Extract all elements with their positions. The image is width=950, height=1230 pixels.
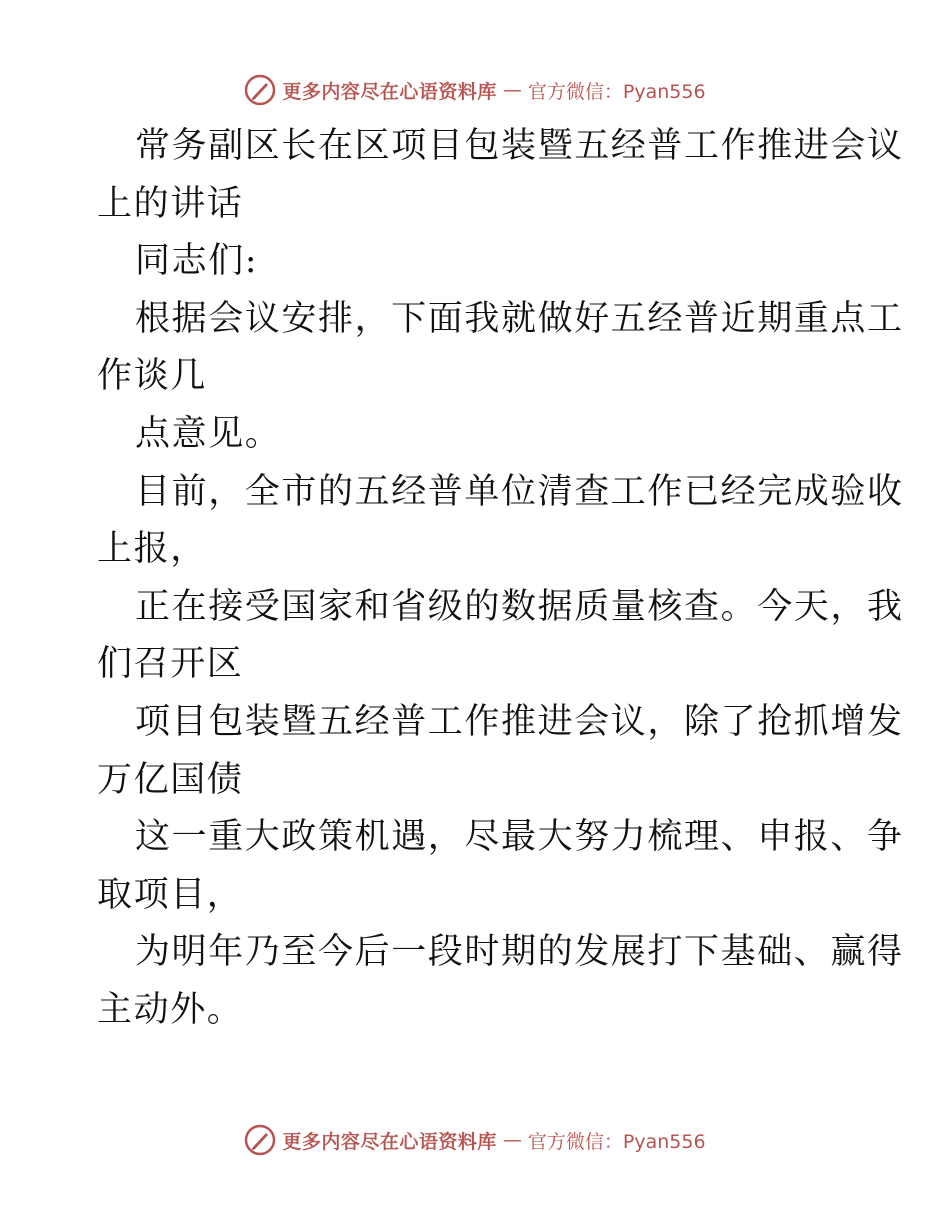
text-line: 这一重大政策机遇，尽最大努力梳理、申报、争 — [135, 817, 904, 858]
text-line: 取项目， — [97, 874, 244, 915]
text-line: 上的讲话 — [97, 183, 244, 224]
text-line: 为明年乃至今后一段时期的发展打下基础、赢得 — [135, 932, 904, 973]
watermark-text: 更多内容尽在心语资料库 — [282, 1130, 497, 1153]
text-line: 同志们: — [135, 241, 259, 282]
footer-watermark — [0, 1120, 950, 1160]
text-line: 们召开区 — [97, 644, 244, 685]
text-line: 常务副区长在区项目包装暨五经普工作推进会议 — [135, 126, 904, 166]
header-watermark — [0, 70, 950, 110]
text-line: 主动外。 — [97, 989, 244, 1030]
watermark-wechat: 官方微信：Pyan556 — [527, 80, 706, 103]
watermark-separator: — — [502, 1129, 522, 1151]
text-line: 万亿国债 — [97, 759, 244, 800]
quill-logo-icon — [244, 1124, 276, 1156]
text-line: 上报， — [97, 529, 207, 570]
text-line: 目前，全市的五经普单位清查工作已经完成验收 — [135, 471, 904, 512]
text-line: 作谈几 — [97, 356, 207, 397]
quill-logo-icon — [244, 74, 276, 106]
watermark-text: 更多内容尽在心语资料库 — [282, 80, 497, 103]
watermark-wechat: 官方微信：Pyan556 — [527, 1130, 706, 1153]
document-body — [97, 118, 904, 1040]
text-line: 点意见。 — [135, 413, 282, 454]
text-line: 项目包装暨五经普工作推进会议，除了抢抓增发 — [135, 701, 904, 742]
watermark-separator: — — [502, 79, 522, 101]
text-line: 根据会议安排，下面我就做好五经普近期重点工 — [135, 298, 904, 339]
text-line: 正在接受国家和省级的数据质量核查。今天，我 — [135, 586, 904, 627]
